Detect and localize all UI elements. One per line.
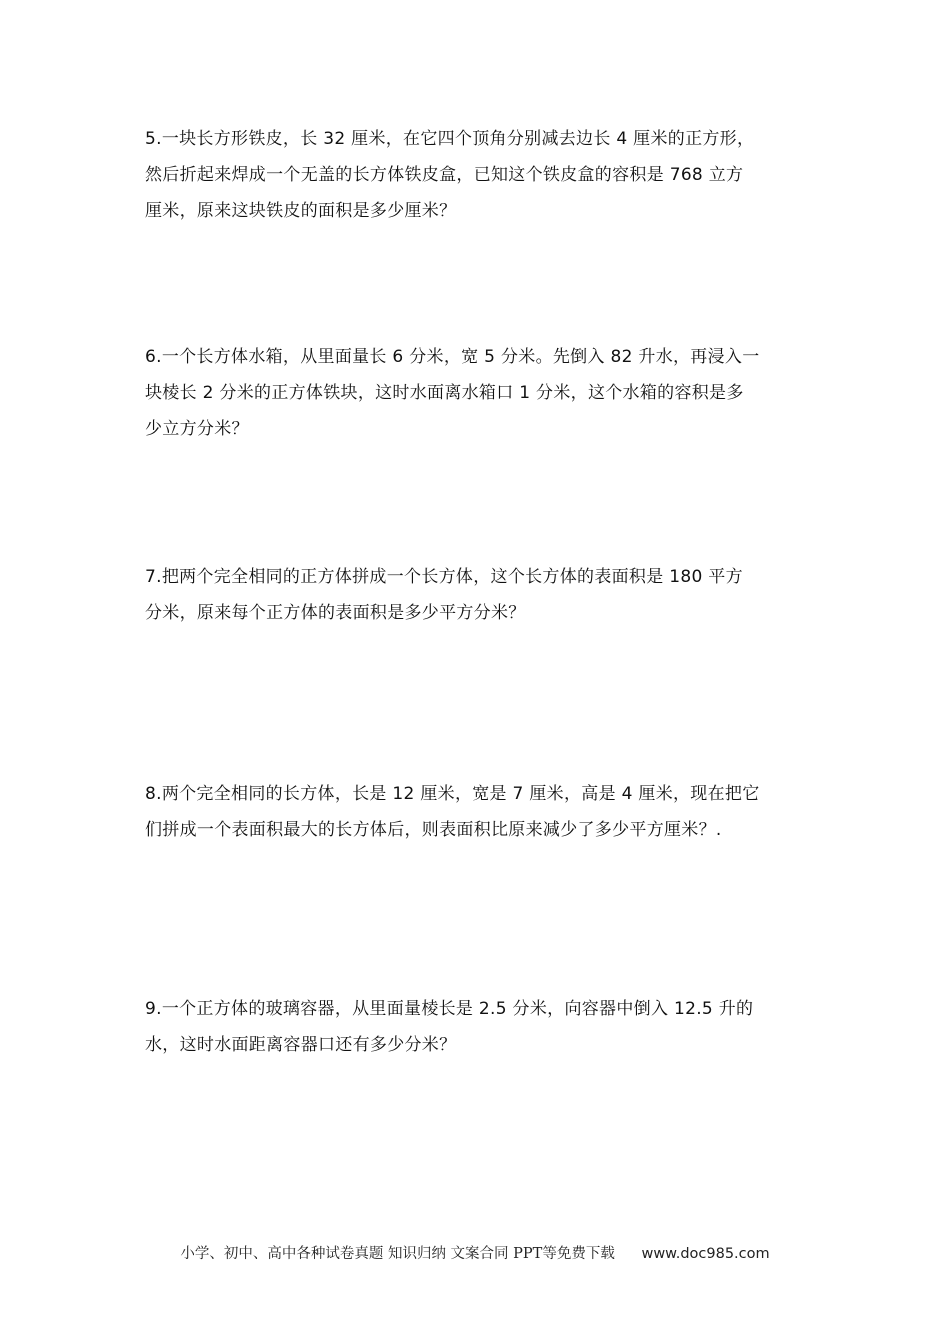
problem-6-line-3: 少立方分米？ (145, 419, 249, 439)
problem-7-line-1: 7.把两个完全相同的正方体拼成一个长方体，这个长方体的表面积是 180 平方 (145, 567, 743, 587)
footer-text: 小学、初中、高中各种试卷真题 知识归纳 文案合同 PPT等免费下载 (180, 1246, 615, 1262)
problem-9-line-1: 9.一个正方体的玻璃容器，从里面量棱长是 2.5 分米，向容器中倒入 12.5 升的 (145, 999, 754, 1019)
problem-8-line-1: 8.两个完全相同的长方体，长是 12 厘米，宽是 7 厘米，高是 4 厘米，现在把它 (145, 784, 760, 804)
problem-9-line-2: 水，这时水面距离容器口还有多少分米？ (145, 1035, 457, 1055)
problem-9 (145, 991, 810, 1063)
problem-5-line-1: 5.一块长方形铁皮，长 32 厘米，在它四个顶角分别减去边长 4 厘米的正方形， (145, 129, 755, 149)
problem-7 (145, 559, 810, 631)
problem-5 (145, 121, 810, 229)
problem-5-line-3: 厘米，原来这块铁皮的面积是多少厘米？ (145, 201, 457, 221)
problem-8-line-2: 们拼成一个表面积最大的长方体后，则表面积比原来减少了多少平方厘米？. (145, 820, 722, 840)
problem-7-line-2: 分米，原来每个正方体的表面积是多少平方分米？ (145, 603, 526, 623)
problem-6-line-2: 块棱长 2 分米的正方体铁块，这时水面离水箱口 1 分米，这个水箱的容积是多 (145, 383, 744, 403)
problem-8 (145, 776, 810, 848)
page-footer (0, 1242, 950, 1263)
problem-6 (145, 339, 810, 447)
problem-6-line-1: 6.一个长方体水箱，从里面量长 6 分米，宽 5 分米。先倒入 82 升水，再浸入一 (145, 347, 760, 367)
footer-url-link[interactable]: www.doc985.com (641, 1246, 770, 1262)
problem-5-line-2: 然后折起来焊成一个无盖的长方体铁皮盒，已知这个铁皮盒的容积是 768 立方 (145, 165, 744, 185)
